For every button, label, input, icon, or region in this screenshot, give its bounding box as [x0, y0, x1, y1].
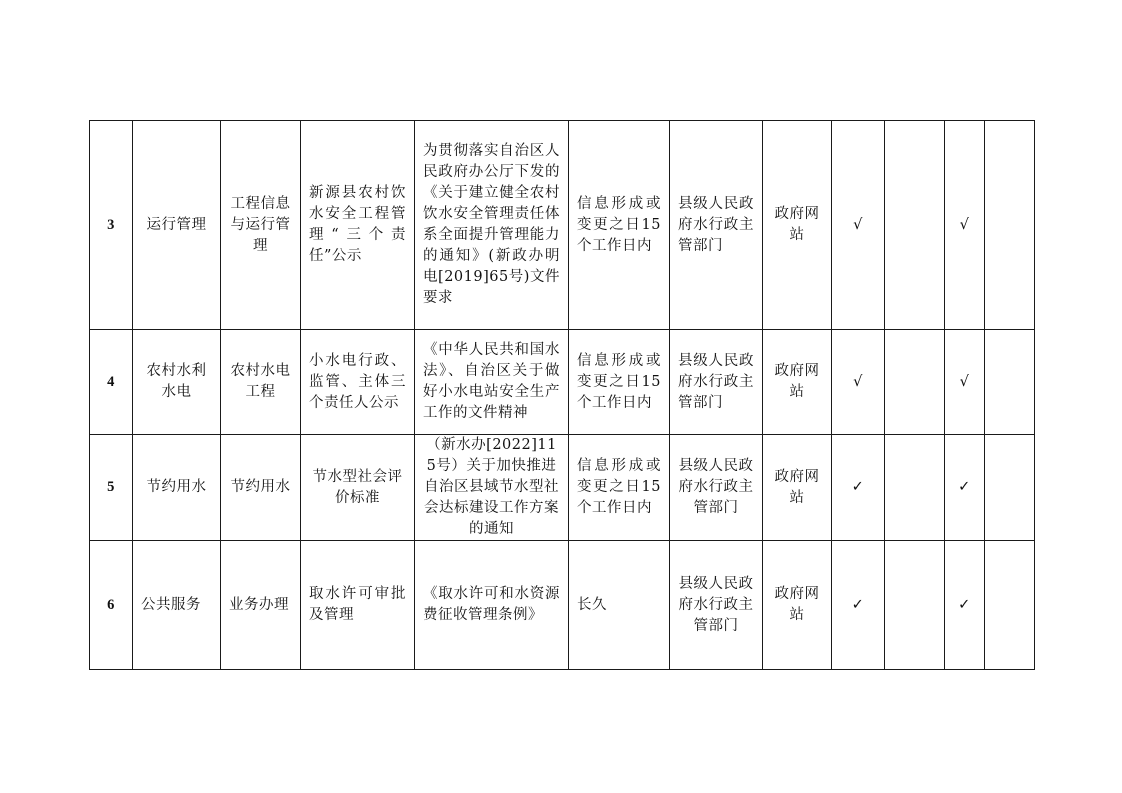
empty-cell — [885, 330, 945, 435]
subcategory-cell: 工程信息与运行管理 — [221, 121, 301, 330]
category-cell: 公共服务 — [133, 541, 221, 670]
table-row — [90, 330, 1035, 435]
check-mark-b: ✓ — [945, 435, 985, 541]
table-row — [90, 121, 1035, 330]
empty-cell — [885, 121, 945, 330]
empty-cell — [885, 435, 945, 541]
check-mark-a: ✓ — [832, 541, 885, 670]
row-number: 6 — [90, 541, 133, 670]
category-cell: 节约用水 — [133, 435, 221, 541]
subject-cell: 县级人民政府水行政主管部门 — [670, 330, 763, 435]
row-number: 4 — [90, 330, 133, 435]
basis-cell: 《取水许可和水资源费征收管理条例》 — [415, 541, 569, 670]
disclosure-table — [89, 120, 1035, 670]
check-mark-a: √ — [832, 330, 885, 435]
channel-cell: 政府网站 — [763, 330, 832, 435]
time-limit-cell: 信息形成或变更之日15个工作日内 — [569, 330, 670, 435]
subcategory-cell: 农村水电工程 — [221, 330, 301, 435]
check-mark-b: ✓ — [945, 541, 985, 670]
item-cell: 小水电行政、监管、主体三个责任人公示 — [301, 330, 415, 435]
subcategory-cell: 节约用水 — [221, 435, 301, 541]
category-cell: 运行管理 — [133, 121, 221, 330]
channel-cell: 政府网站 — [763, 435, 832, 541]
basis-cell: 为贯彻落实自治区人民政府办公厅下发的《关于建立健全农村饮水安全管理责任体系全面提升管理能力的通知》(新政办明电[2019]65号)文件要求 — [415, 121, 569, 330]
check-mark-b: √ — [945, 330, 985, 435]
item-cell: 新源县农村饮水安全工程管理“三个责任”公示 — [301, 121, 415, 330]
subject-cell: 县级人民政府水行政主管部门 — [670, 541, 763, 670]
table-row — [90, 541, 1035, 670]
empty-cell — [885, 541, 945, 670]
row-number: 5 — [90, 435, 133, 541]
time-limit-cell: 信息形成或变更之日15个工作日内 — [569, 435, 670, 541]
time-limit-cell: 长久 — [569, 541, 670, 670]
time-limit-cell: 信息形成或变更之日15个工作日内 — [569, 121, 670, 330]
subcategory-cell: 业务办理 — [221, 541, 301, 670]
basis-cell: 《中华人民共和国水法》、自治区关于做好小水电站安全生产工作的文件精神 — [415, 330, 569, 435]
check-mark-a: √ — [832, 121, 885, 330]
table-row — [90, 435, 1035, 541]
empty-cell — [985, 435, 1035, 541]
empty-cell — [985, 330, 1035, 435]
row-number: 3 — [90, 121, 133, 330]
channel-cell: 政府网站 — [763, 121, 832, 330]
empty-cell — [985, 541, 1035, 670]
subject-cell: 县级人民政府水行政主管部门 — [670, 121, 763, 330]
item-cell: 取水许可审批及管理 — [301, 541, 415, 670]
empty-cell — [985, 121, 1035, 330]
basis-cell: （新水办[2022]115号）关于加快推进自治区县域节水型社会达标建设工作方案的通知 — [415, 435, 569, 541]
category-cell: 农村水利水电 — [133, 330, 221, 435]
check-mark-a: ✓ — [832, 435, 885, 541]
subject-cell: 县级人民政府水行政主管部门 — [670, 435, 763, 541]
item-cell: 节水型社会评价标准 — [301, 435, 415, 541]
channel-cell: 政府网站 — [763, 541, 832, 670]
check-mark-b: √ — [945, 121, 985, 330]
